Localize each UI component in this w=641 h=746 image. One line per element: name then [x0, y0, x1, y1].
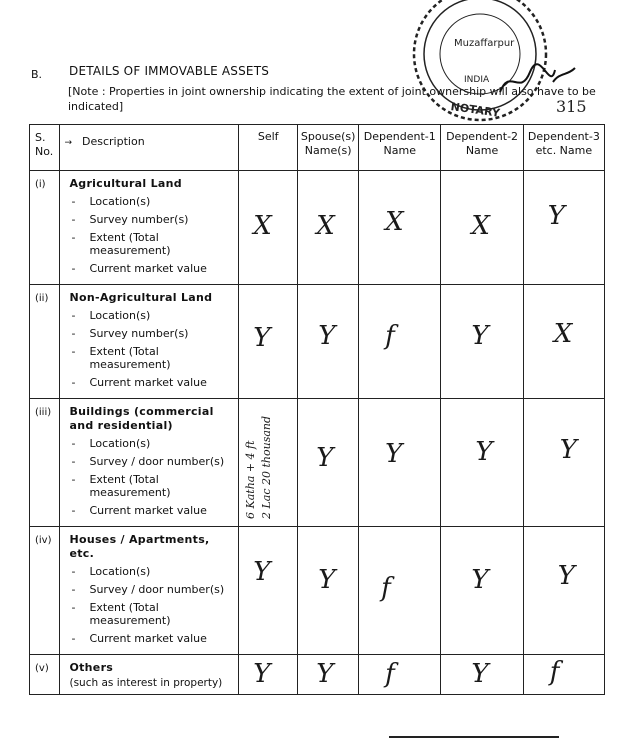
table-row — [30, 655, 605, 695]
row-description — [60, 655, 239, 695]
sub-item: - Current market value — [69, 262, 234, 275]
table-row — [30, 171, 605, 285]
handwritten-mark: X — [316, 211, 335, 241]
handwritten-mark: Y — [471, 321, 489, 351]
table-row — [30, 285, 605, 399]
sub-item: - Survey / door number(s) — [69, 455, 234, 468]
handwritten-mark: f — [385, 659, 395, 689]
handwritten-mark: Y — [471, 659, 489, 689]
handwritten-mark: X — [253, 211, 272, 241]
sub-items — [69, 195, 234, 275]
bottom-rule — [389, 736, 559, 738]
table-row — [30, 399, 605, 527]
sub-item: - Extent (Total measurement) — [69, 345, 234, 371]
section-title: DETAILS OF IMMOVABLE ASSETS — [69, 64, 270, 78]
sub-item: - Extent (Total measurement) — [69, 231, 234, 257]
self-cell — [239, 285, 298, 399]
category-note: (such as interest in property) — [69, 677, 223, 689]
entry-cell — [298, 399, 359, 527]
header-dependent-2: Dependent-2 Name — [441, 125, 523, 171]
handwritten-mark: Y — [557, 561, 575, 591]
section-letter: B. — [31, 68, 43, 81]
handwritten-mark: Y — [318, 565, 336, 595]
entry-cell — [298, 285, 359, 399]
self-cell — [239, 171, 298, 285]
self-cell — [239, 399, 298, 527]
entry-cell — [523, 285, 604, 399]
row-number: (iii) — [30, 399, 60, 527]
entry-cell — [523, 655, 604, 695]
entry-cell — [441, 527, 523, 655]
asset-category: Non-Agricultural Land — [69, 291, 213, 304]
handwritten-mark: Y — [475, 437, 493, 467]
header-dependent-3: Dependent-3 etc. Name — [523, 125, 604, 171]
sub-item: - Survey number(s) — [69, 213, 234, 226]
row-description — [60, 527, 239, 655]
entry-cell — [523, 171, 604, 285]
row-number: (v) — [30, 655, 60, 695]
entry-cell — [298, 171, 359, 285]
handwritten-note: 6 Katha + 4 ft 2 Lac 20 thousand — [244, 415, 274, 519]
handwritten-mark: f — [381, 573, 391, 603]
handwritten-mark: f — [385, 321, 395, 351]
table-row — [30, 527, 605, 655]
stamp-country: INDIA — [464, 75, 490, 85]
header-row — [30, 125, 605, 171]
entry-cell — [441, 171, 523, 285]
self-cell — [239, 527, 298, 655]
self-cell — [239, 655, 298, 695]
section-note: [Note : Properties in joint ownership indicating the extent of joint ownership will also have to be indicated] — [68, 85, 596, 113]
entry-cell — [441, 399, 523, 527]
handwritten-mark: X — [553, 319, 573, 349]
entry-cell — [298, 527, 359, 655]
sub-item: - Survey number(s) — [69, 327, 234, 340]
row-description — [60, 171, 239, 285]
sub-item: - Location(s) — [69, 309, 234, 322]
entry-cell — [523, 527, 604, 655]
sub-item: - Extent (Total measurement) — [69, 601, 234, 627]
handwritten-mark: Y — [318, 321, 336, 351]
header-self: Self — [239, 125, 298, 171]
sub-item: - Current market value — [69, 376, 234, 389]
sub-items — [69, 309, 234, 389]
asset-category: Agricultural Land — [69, 177, 182, 190]
handwritten-mark: Y — [471, 565, 489, 595]
entry-cell — [359, 527, 441, 655]
handwritten-mark: Y — [559, 435, 577, 465]
row-number: (ii) — [30, 285, 60, 399]
asset-category: Houses / Apartments, etc. — [69, 533, 210, 560]
sub-item: - Location(s) — [69, 437, 234, 450]
asset-category: Buildings (commercial and residential) — [69, 405, 214, 432]
header-sno: S. No. — [30, 125, 60, 171]
sub-item: - Current market value — [69, 504, 234, 517]
row-number: (i) — [30, 171, 60, 285]
entry-cell — [298, 655, 359, 695]
handwritten-mark: f — [549, 657, 560, 687]
header-description: → Description — [60, 125, 239, 171]
entry-cell — [441, 655, 523, 695]
row-number: (iv) — [30, 527, 60, 655]
entry-cell — [523, 399, 604, 527]
handwritten-mark: Y — [253, 659, 271, 689]
header-dependent-1: Dependent-1 Name — [359, 125, 441, 171]
sub-items — [69, 565, 234, 645]
stamp-city: Muzaffarpur — [454, 38, 515, 49]
row-description — [60, 399, 239, 527]
handwritten-mark: Y — [253, 323, 271, 353]
row-description — [60, 285, 239, 399]
handwritten-mark: Y — [547, 201, 565, 231]
notary-stamp — [402, 0, 552, 122]
entry-cell — [441, 285, 523, 399]
signature-top — [495, 62, 585, 102]
asset-category: Others — [69, 661, 114, 674]
sub-item: - Survey / door number(s) — [69, 583, 234, 596]
stamp-notary: NOTARY — [449, 100, 501, 120]
page-number: 315 — [556, 97, 587, 116]
entry-cell — [359, 655, 441, 695]
entry-cell — [359, 285, 441, 399]
entry-cell — [359, 171, 441, 285]
immovable-assets-table — [29, 124, 605, 695]
sub-item: - Location(s) — [69, 565, 234, 578]
header-spouse: Spouse(s) Name(s) — [298, 125, 359, 171]
sub-item: - Location(s) — [69, 195, 234, 208]
entry-cell — [359, 399, 441, 527]
handwritten-mark: X — [471, 211, 490, 241]
handwritten-mark: Y — [253, 557, 271, 587]
handwritten-mark: Y — [385, 439, 403, 469]
sub-items — [69, 437, 234, 517]
handwritten-mark: Y — [316, 659, 334, 689]
sub-item: - Current market value — [69, 632, 234, 645]
handwritten-mark: X — [385, 207, 404, 237]
handwritten-mark: Y — [316, 443, 334, 473]
sub-item: - Extent (Total measurement) — [69, 473, 234, 499]
